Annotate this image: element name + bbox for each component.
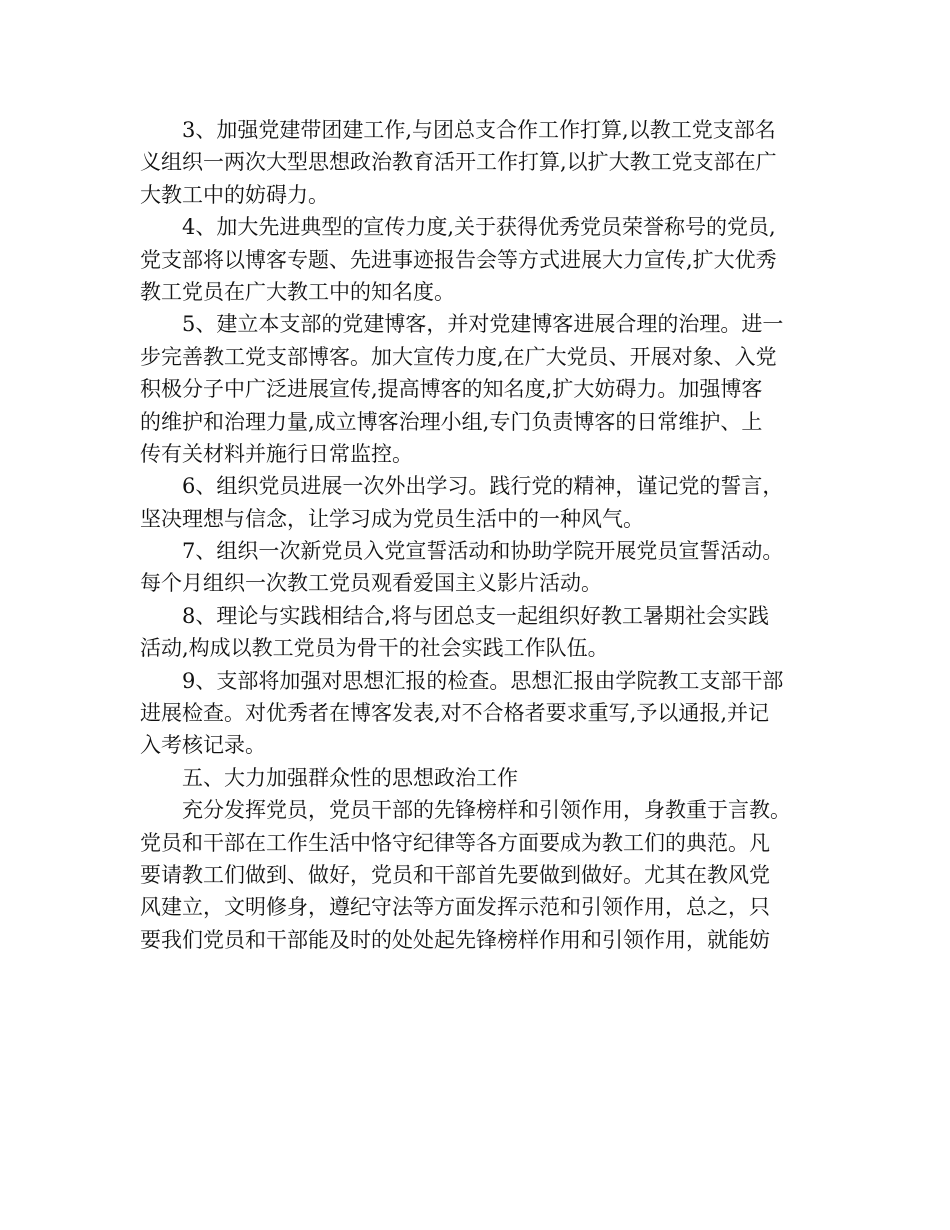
text-line: 教工党员在广大教工中的知名度。 bbox=[140, 279, 455, 304]
text-line: 坚决理想与信念，让学习成为党员生活中的一种风气。 bbox=[140, 506, 644, 531]
text-line: 积极分子中广泛进展宣传,提高博客的知名度,扩大妨碍力。加强博客 bbox=[140, 377, 763, 402]
document-body bbox=[140, 114, 830, 956]
text-line: 7、组织一次新党员入党宣誓活动和协助学院开展党员宣誓活动。 bbox=[182, 539, 784, 564]
text-line: 要我们党员和干部能及时的处处起先锋榜样作用和引领作用，就能妨 bbox=[140, 927, 770, 952]
text-line: 党支部将以博客专题、先进事迹报告会等方式进展大力宣传,扩大优秀 bbox=[140, 247, 777, 272]
section-heading: 五、大力加强群众性的思想政治工作 bbox=[182, 765, 518, 790]
text-line: 要请教工们做到、做好，党员和干部首先要做到做好。尤其在教风党 bbox=[140, 862, 770, 887]
text-line: 大教工中的妨碍力。 bbox=[140, 182, 329, 207]
text-line: 风建立，文明修身，遵纪守法等方面发挥示范和引领作用，总之，只 bbox=[140, 895, 770, 920]
text-line: 党员和干部在工作生活中恪守纪律等各方面要成为教工们的典范。凡 bbox=[140, 830, 770, 855]
text-line: 4、加大先进典型的宣传力度,关于获得优秀党员荣誉称号的党员, bbox=[182, 215, 776, 240]
text-line: 步完善教工党支部博客。加大宣传力度,在广大党员、开展对象、入党 bbox=[140, 344, 777, 369]
text-line: 每个月组织一次教工党员观看爱国主义影片活动。 bbox=[140, 571, 602, 596]
text-line: 义组织一两次大型思想政治教育活开工作打算,以扩大教工党支部在广 bbox=[140, 150, 777, 175]
text-line: 3、加强党建带团建工作,与团总支合作工作打算,以教工党支部名 bbox=[182, 118, 776, 142]
text-line: 6、组织党员进展一次外出学习。践行党的精神，谨记党的誓言， bbox=[182, 474, 784, 499]
text-line: 传有关材料并施行日常监控。 bbox=[140, 441, 413, 466]
text-line: 入考核记录。 bbox=[140, 733, 266, 758]
text-line: 的维护和治理力量,成立博客治理小组,专门负责博客的日常维护、上 bbox=[140, 409, 763, 434]
text-line: 活动,构成以教工党员为骨干的社会实践工作队伍。 bbox=[140, 636, 609, 661]
text-line: 充分发挥党员，党员干部的先锋榜样和引领作用，身教重于言教。 bbox=[182, 798, 791, 823]
text-line: 进展检查。对优秀者在博客发表,对不合格者要求重写,予以通报,并记 bbox=[140, 701, 770, 726]
text-line: 5、建立本支部的党建博客，并对党建博客进展合理的治理。进一 bbox=[182, 312, 784, 337]
text-line: 8、理论与实践相结合,将与团总支一起组织好教工暑期社会实践 bbox=[182, 603, 770, 628]
text-line: 9、支部将加强对思想汇报的检查。思想汇报由学院教工支部干部 bbox=[182, 668, 784, 693]
